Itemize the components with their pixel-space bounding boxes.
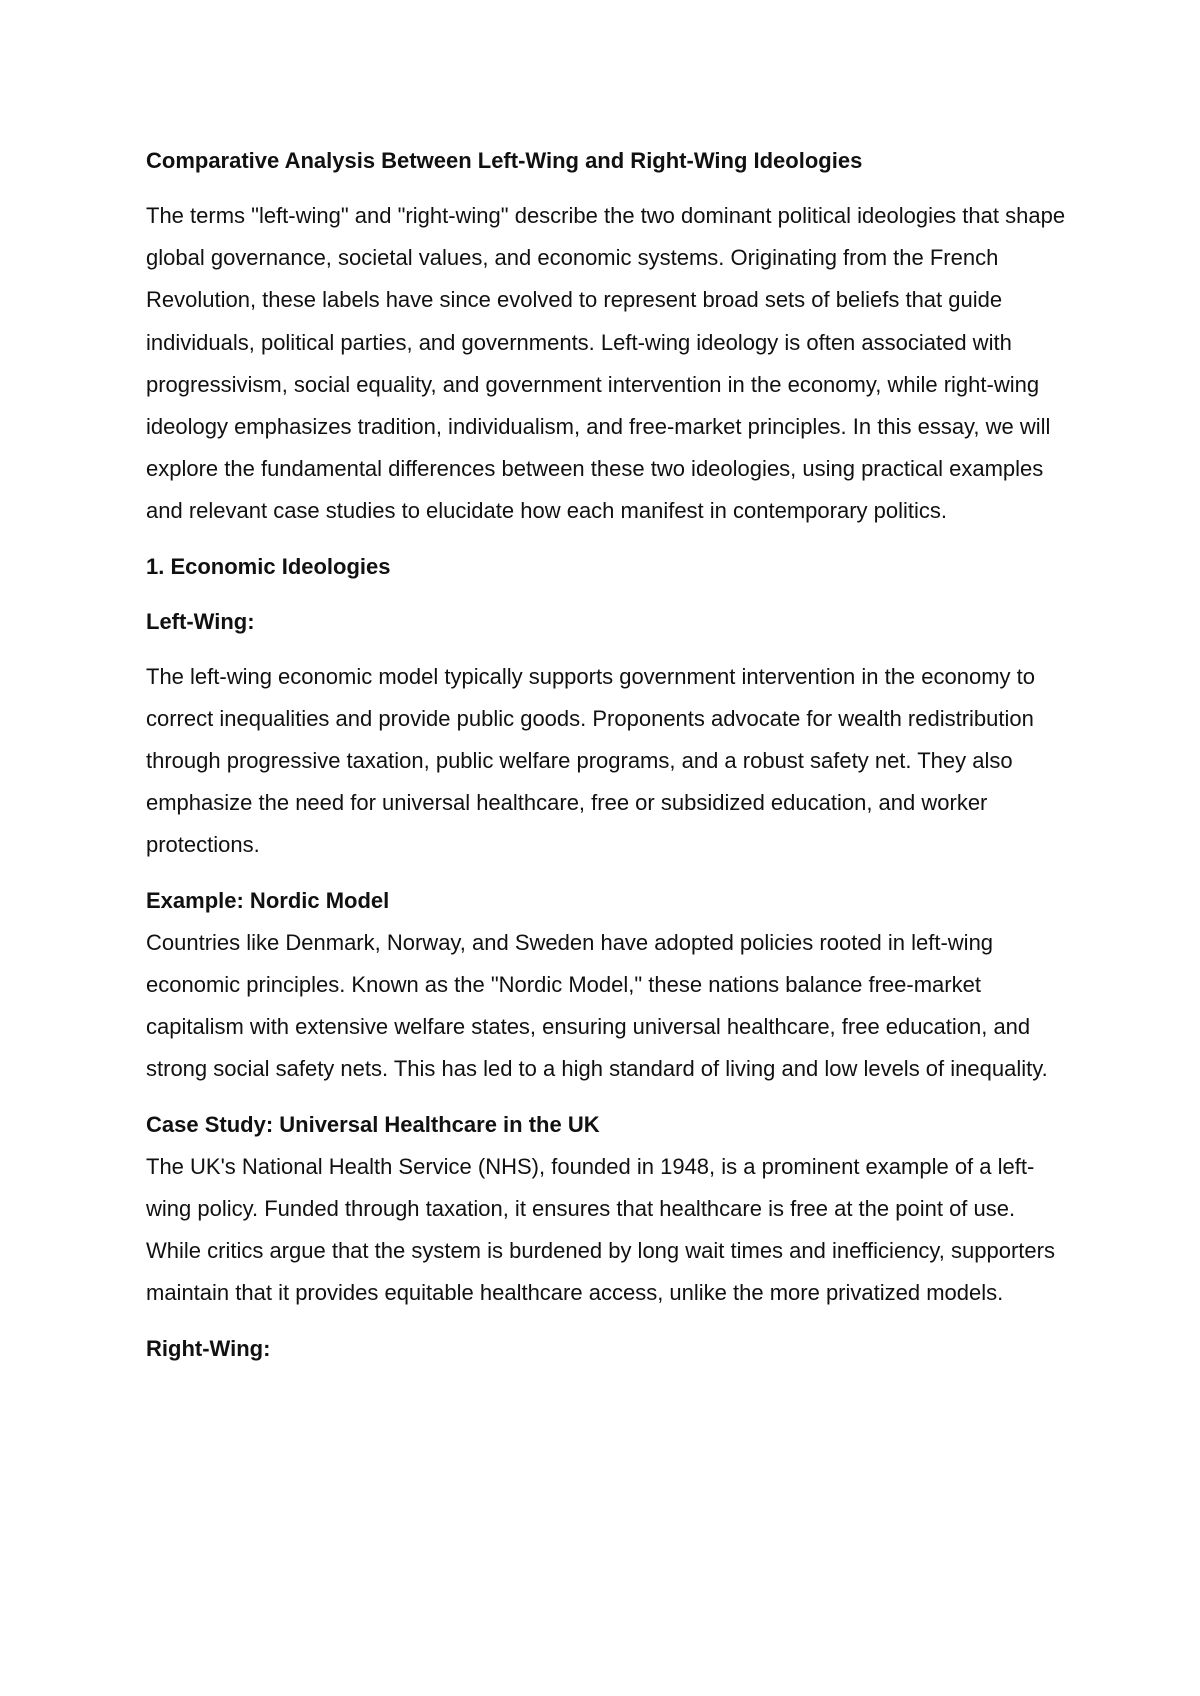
intro-paragraph: The terms "left-wing" and "right-wing" describe the two dominant political ideologies that shape global governance, societal values, and economic systems. Originating from the French Revolution, these labels have since evolved to represent broad sets of beliefs that guide individuals, political parties, and governments. Left-wing ideology is often associated with progressivism, social equality, and government intervention in the economy, while right-wing ideology emphasizes tradition, individualism, and free-market principles. In this essay, we will explore the fundamental differences between these two ideologies, using practical examples and relevant case studies to elucidate how each manifest in contemporary politics.: [146, 203, 1066, 524]
document-content: [146, 140, 1076, 1383]
example-paragraph: Countries like Denmark, Norway, and Sweden have adopted policies rooted in left-wing economic principles. Known as the "Nordic Model," these nations balance free-market capitalism with extensive welfare states, ensuring universal healthcare, free education, and strong social safety nets. This has led to a high standard of living and low levels of inequality.: [146, 929, 1048, 1082]
case-study-heading: Case Study: Universal Healthcare in the UK: [146, 1111, 600, 1137]
case-study-paragraph: The UK's National Health Service (NHS), founded in 1948, is a prominent example of a left-wing policy. Funded through taxation, it ensures that healthcare is free at the point of use. While critics argue that the system is burdened by long wait times and inefficiency, supporters maintain that it provides equitable healthcare access, unlike the more privatized models.: [146, 1153, 1055, 1306]
case-study-uk-healthcare: [146, 1104, 1076, 1315]
right-wing-heading: Right-Wing:: [146, 1335, 271, 1361]
left-wing-heading: Left-Wing:: [146, 608, 255, 634]
example-nordic-model: [146, 880, 1076, 1091]
example-heading: Example: Nordic Model: [146, 887, 390, 913]
left-wing-paragraph: The left-wing economic model typically supports government intervention in the economy to correct inequalities and provide public goods. Proponents advocate for wealth redistribution through progressive taxation, public welfare programs, and a robust safety net. They also emphasize the need for universal healthcare, free or subsidized education, and worker protections.: [146, 663, 1036, 858]
document-title: Comparative Analysis Between Left-Wing and Right-Wing Ideologies: [146, 148, 863, 173]
section-heading-economic-ideologies: 1. Economic Ideologies: [146, 553, 391, 579]
